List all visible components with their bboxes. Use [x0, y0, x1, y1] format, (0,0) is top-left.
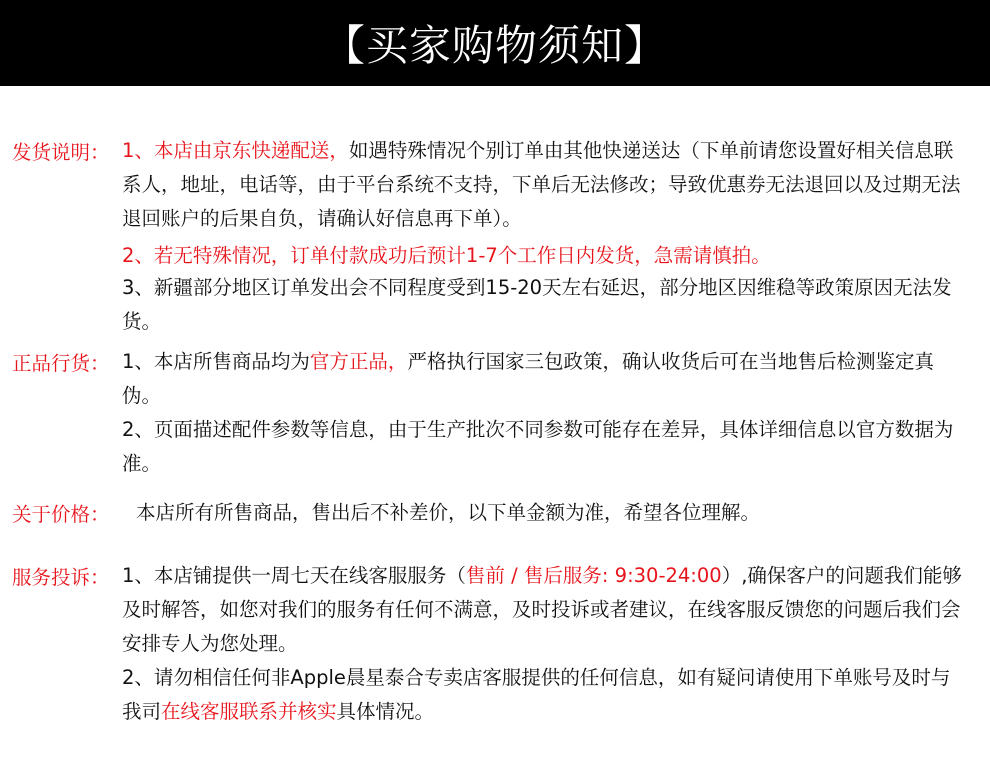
genuine-label: 正品行货：: [12, 352, 110, 375]
service-text-a: 1、本店铺提供一周七天在线客服服务（: [122, 564, 466, 587]
service-text-d: 具体情况。: [336, 700, 435, 723]
shipping-label: 发货说明：: [12, 141, 110, 164]
price-content: [136, 496, 968, 530]
shipping-content: [122, 134, 968, 339]
genuine-content: [122, 345, 968, 481]
service-text-b: ）,确保客户的问题我们能够及时解答，如您对我们的服务有任何不满意，及时投诉或者建议，在线客服反馈您的问题后我们会安排专人为您处理。: [122, 564, 962, 655]
service-label: 服务投诉：: [12, 566, 110, 589]
service-hours: 售前 / 售后服务: 9:30-24:00: [465, 564, 722, 587]
shipping-details: 如遇特殊情况个别订单由其他快递送达（下单前请您设置好相关信息联系人，地址，电话等，由于平台系统不支持，下单后无法修改；导致优惠券无法退回以及过期无法退回账户的后果自负，请确认好信息再下单）。: [122, 139, 961, 230]
price-text: 本店所有所售商品，售出后不补差价，以下单金额为准，希望各位理解。: [136, 501, 761, 524]
genuine-paragraph-1: [122, 345, 968, 413]
genuine-text-b: 严格执行国家三包政策，确认收货后可在当地售后检测鉴定真伪。: [122, 350, 934, 407]
service-paragraph-1: [122, 559, 968, 661]
service-text-c: 2、请勿相信任何非Apple晨星泰合专卖店客服提供的任何信息，如有疑问请使用下单账号及时与我司: [122, 666, 951, 723]
price-label: 关于价格：: [12, 503, 110, 526]
genuine-highlight: 官方正品，: [309, 350, 408, 373]
page-title: 【买家购物须知】: [322, 21, 667, 70]
service-contact-highlight: 在线客服联系并核实: [161, 700, 337, 723]
genuine-paragraph-2: 2、页面描述配件参数等信息，由于生产批次不同参数可能存在差异，具体详细信息以官方数据为准。: [122, 418, 954, 475]
shipping-carrier-note: 1、本店由京东快递配送，: [122, 139, 349, 162]
genuine-text-a: 1、本店所售商品均为: [122, 350, 310, 373]
shipping-paragraph-3: 3、新疆部分地区订单发出会不同程度受到15-20天左右延迟，部分地区因维稳等政策原因无法发货。: [122, 276, 952, 333]
service-content: [122, 559, 968, 729]
title-banner: [0, 0, 990, 86]
service-paragraph-2: [122, 661, 968, 729]
shipping-paragraph-1: [122, 134, 968, 236]
shipping-paragraph-2: 2、若无特殊情况，订单付款成功后预计1-7个工作日内发货，急需请慎拍。: [122, 244, 771, 267]
